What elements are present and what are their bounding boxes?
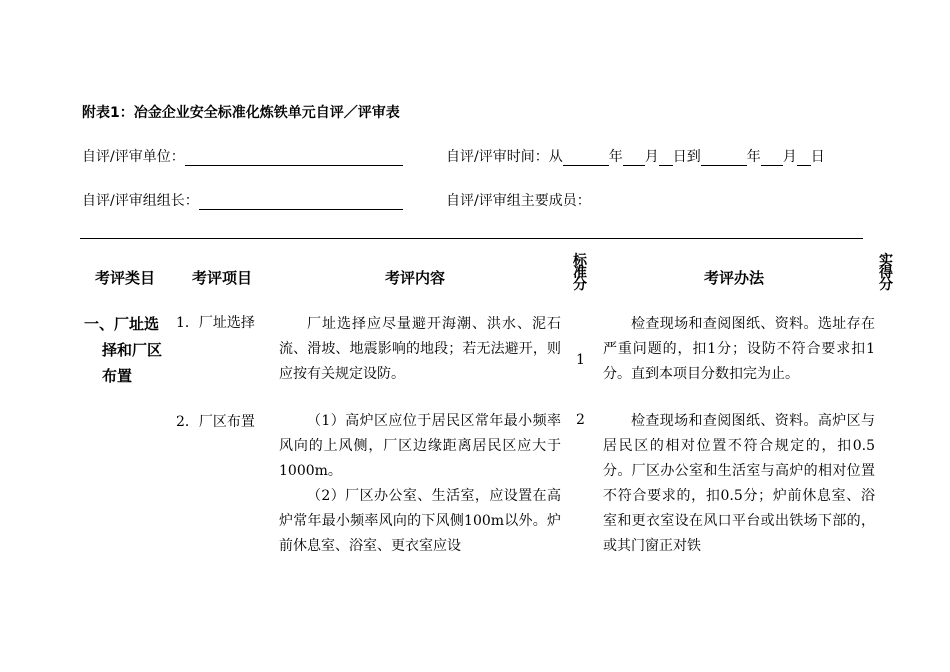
header-actual-score: 实 得 分: [879, 253, 893, 293]
category-line: 布置: [102, 367, 133, 385]
form-title: 附表1：冶金企业安全标准化炼铁单元自评／评审表: [82, 105, 400, 121]
leader-blank: [199, 195, 403, 210]
day-to-text: 日到: [672, 149, 701, 165]
category-cell: [84, 311, 178, 389]
header-divider: [80, 238, 863, 239]
header-method: 考评办法: [704, 269, 765, 287]
row2-score: 2: [576, 412, 585, 428]
row2-method: 检查现场和查阅图纸、资料。高炉区与居民区的相对位置不符合规定的，扣0.5分。厂区办公室和生活室与高炉的相对位置不符合要求的，扣0.5分；炉前休息室、浴室和更衣室设在风口平台或出铁场下部的，或其门窗正对铁: [603, 413, 875, 554]
month2-blank: [761, 151, 783, 166]
row2-item: 2．厂区布置: [176, 414, 255, 430]
year1-blank: [563, 151, 609, 166]
unit-field: [82, 146, 403, 166]
unit-label: 自评/评审单位：: [82, 149, 185, 165]
day1-blank: [659, 151, 673, 166]
header-content: 考评内容: [385, 269, 446, 287]
leader-field: [82, 190, 403, 210]
time-field: [446, 146, 825, 166]
day2-text: 日: [810, 149, 825, 165]
row2-content-2: （2）厂区办公室、生活室，应设置在高炉常年最小频率风向的下风侧100m以外。炉前休息室、浴室、更衣室应设: [279, 488, 561, 554]
row1-score: 1: [576, 352, 585, 368]
leader-label: 自评/评审组组长：: [82, 193, 199, 209]
row1-content: 厂址选择应尽量避开海潮、洪水、泥石流、滑坡、地震影响的地段；若无法避开，则应按有关规定设防。: [279, 316, 561, 382]
row2-content-1: （1）高炉区应位于居民区常年最小频率风向的上风侧，厂区边缘距离居民区应大于1000m。: [279, 413, 561, 479]
day2-blank: [797, 151, 811, 166]
time-label: 自评/评审时间：从: [446, 149, 563, 165]
category-line: 择和厂区: [102, 341, 163, 359]
month1-text: 月: [644, 149, 659, 165]
unit-blank: [185, 151, 403, 166]
month1-blank: [623, 151, 645, 166]
header-category: 考评类目: [95, 269, 156, 287]
year2-blank: [701, 151, 747, 166]
members-label: 自评/评审组主要成员：: [446, 193, 591, 209]
category-line: 一、厂址选: [84, 315, 160, 333]
row1-method: 检查现场和查阅图纸、资料。选址存在严重问题的，扣1分；设防不符合要求扣1分。直到本项目分数扣完为止。: [603, 316, 875, 382]
header-item: 考评项目: [192, 269, 253, 287]
year2-text: 年: [746, 149, 761, 165]
header-standard-score: 标 准 分: [573, 253, 587, 293]
month2-text: 月: [782, 149, 797, 165]
year1-text: 年: [608, 149, 623, 165]
row1-item: 1．厂址选择: [176, 315, 255, 331]
